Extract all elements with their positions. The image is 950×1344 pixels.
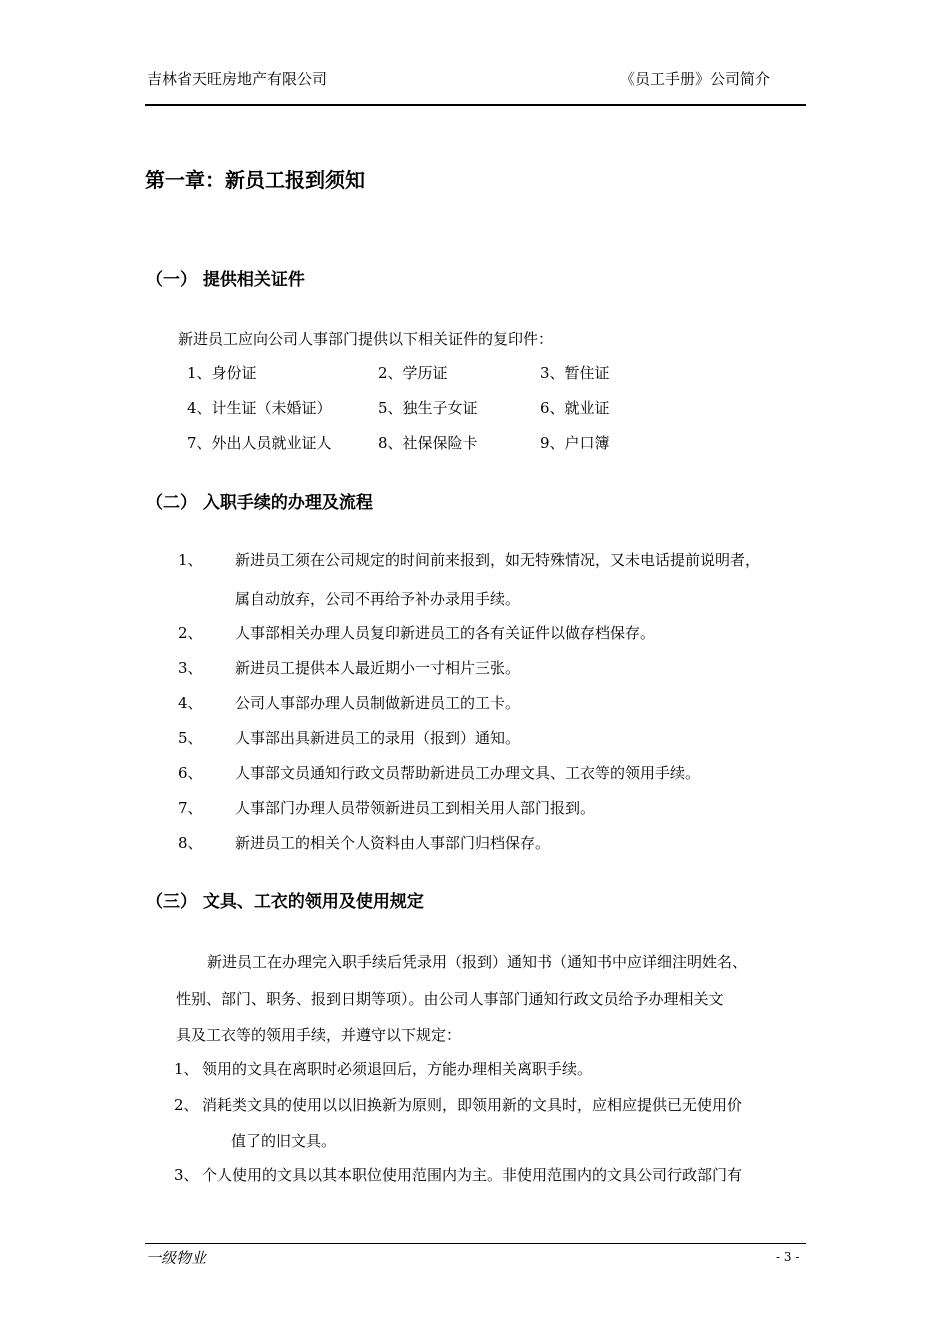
footer-label: 一级物业 [146,1249,207,1267]
list-item: 3、暂住证 [540,364,610,382]
rule-text: 消耗类文具的使用以以旧换新为原则，即领用新的文具时，应相应提供已无使用价 [202,1096,743,1114]
section-intro: 新进员工应向公司人事部门提供以下相关证件的复印件： [178,330,554,348]
footer-rule [145,1243,806,1244]
step-text: 人事部出具新进员工的录用（报到）通知。 [235,729,521,747]
step-number: 4、 [178,694,203,712]
list-item: 2、学历证 [378,364,448,382]
rule-text: 个人使用的文具以其本职位使用范围内为主。非使用范围内的文具公司行政部门有 [202,1166,743,1184]
list-item: 5、独生子女证 [378,399,478,417]
paragraph-line: 性别、部门、职务、报到日期等项）。由公司人事部门通知行政文员给予办理相关文 [176,990,724,1008]
section-title: （一） 提供相关证件 [146,270,305,290]
list-item: 6、就业证 [540,399,610,417]
chapter-title: 第一章：新员工报到须知 [145,168,365,192]
paragraph-line: 新进员工在办理完入职手续后凭录用（报到）通知书（通知书中应详细注明姓名、 [207,953,748,971]
list-item: 1、身份证 [187,364,257,382]
header-company: 吉林省天旺房地产有限公司 [147,70,328,88]
rule-text: 值了的旧文具。 [231,1132,337,1150]
step-number: 3、 [178,659,203,677]
header-rule [145,104,806,106]
list-item: 4、计生证（未婚证） [187,399,332,417]
step-text: 人事部相关办理人员复印新进员工的各有关证件以做存档保存。 [235,624,656,642]
step-text: 人事部门办理人员带领新进员工到相关用人部门报到。 [235,799,596,817]
rule-number: 2、 [174,1096,199,1114]
section-title: （二） 入职手续的办理及流程 [146,493,373,513]
rule-number: 3、 [174,1166,199,1184]
page-number: - 3 - [776,1250,800,1264]
step-text: 属自动放弃，公司不再给予补办录用手续。 [235,590,521,608]
step-number: 7、 [178,799,203,817]
step-number: 8、 [178,834,203,852]
rule-number: 1、 [174,1060,199,1078]
step-text: 新进员工须在公司规定的时间前来报到，如无特殊情况，又未电话提前说明者， [235,551,761,569]
header-doc-title: 《员工手册》公司简介 [620,70,771,88]
list-item: 9、户口簿 [540,434,610,452]
paragraph-line: 具及工衣等的领用手续，并遵守以下规定： [176,1026,462,1044]
step-number: 5、 [178,729,203,747]
step-number: 2、 [178,624,203,642]
step-text: 新进员工的相关个人资料由人事部门归档保存。 [235,834,551,852]
list-item: 8、社保保险卡 [378,434,478,452]
step-number: 1、 [178,551,203,569]
step-number: 6、 [178,764,203,782]
rule-text: 领用的文具在离职时必须退回后，方能办理相关离职手续。 [202,1060,593,1078]
step-text: 新进员工提供本人最近期小一寸相片三张。 [235,659,521,677]
section-title: （三） 文具、工衣的领用及使用规定 [146,892,424,912]
step-text: 公司人事部办理人员制做新进员工的工卡。 [235,694,521,712]
list-item: 7、外出人员就业证人 [187,434,332,452]
step-text: 人事部文员通知行政文员帮助新进员工办理文具、工衣等的领用手续。 [235,764,701,782]
